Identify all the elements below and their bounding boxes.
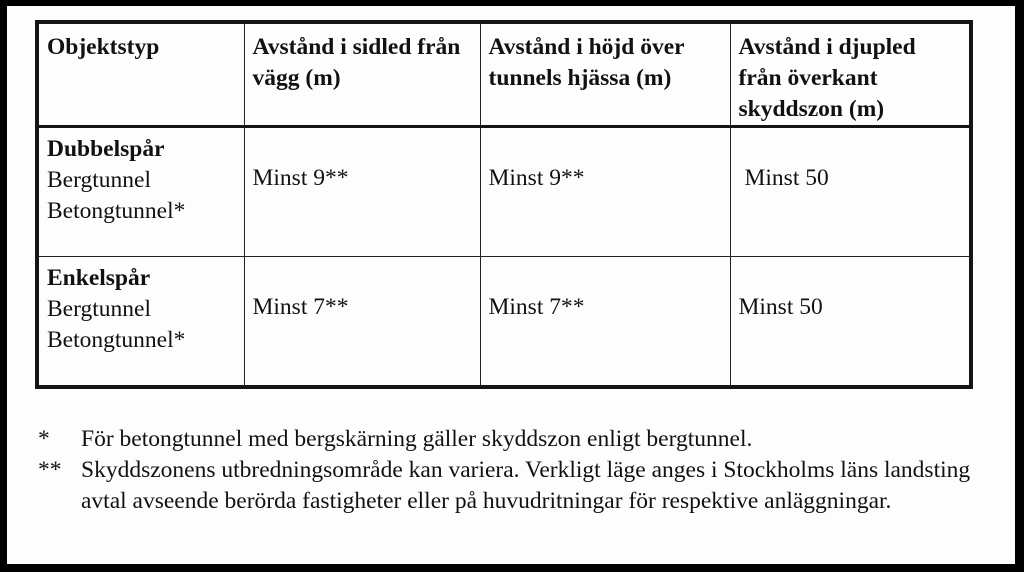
depth-distance-value: Minst 50 [730, 127, 971, 257]
lateral-distance-value: Minst 9** [244, 127, 480, 257]
track-type: Enkelspår [47, 265, 151, 291]
table-row [37, 127, 971, 257]
footnote [38, 455, 998, 517]
height-distance-value: Minst 7** [480, 257, 730, 387]
tunnel-type: Bergtunnel [47, 167, 151, 193]
table-header-row [37, 22, 971, 127]
distance-table [35, 20, 973, 389]
header-object-type: Objektstyp [37, 22, 244, 127]
header-height-distance: Avstånd i höjd över tunnels hjässa (m) [480, 22, 730, 127]
document-page [7, 6, 1015, 564]
footnote-text: För betongtunnel med bergskärning gäller skyddszon enligt bergtunnel. [81, 426, 753, 452]
header-depth-distance: Avstånd i djupled från överkant skyddszon (m) [730, 22, 971, 127]
footnotes [38, 424, 998, 517]
track-type: Dubbelspår [47, 136, 165, 162]
object-type-cell [37, 127, 244, 257]
object-type-cell [37, 257, 244, 387]
depth-distance-value: Minst 50 [730, 257, 971, 387]
footnote-text: Skyddszonens utbredningsområde kan variera. Verkligt läge anges i Stockholms läns landsting avtal avseende berörda fastigheter eller på huvudritningar för respektive anläggningar. [81, 457, 971, 514]
lateral-distance-value: Minst 7** [244, 257, 480, 387]
table-row [37, 257, 971, 387]
tunnel-type: Betongtunnel* [47, 198, 186, 224]
header-lateral-distance: Avstånd i sidled från vägg (m) [244, 22, 480, 127]
tunnel-type: Bergtunnel [47, 296, 151, 322]
footnote-marker: * [38, 426, 50, 452]
footnote-marker: ** [38, 457, 62, 483]
footnote [38, 424, 998, 455]
tunnel-type: Betongtunnel* [47, 327, 186, 353]
height-distance-value: Minst 9** [480, 127, 730, 257]
